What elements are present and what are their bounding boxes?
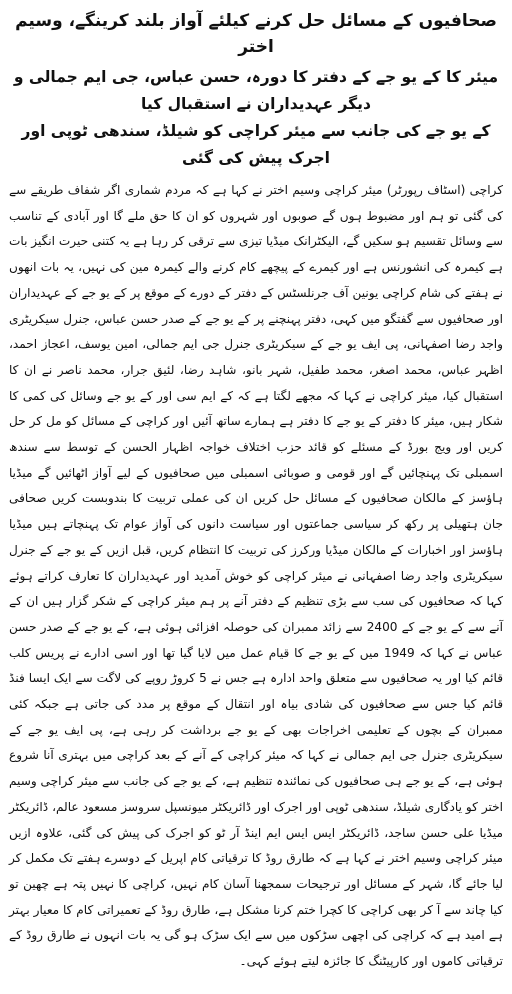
headline: صحافیوں کے مسائل حل کرنے کیلئے آواز بلند کرینگے، وسیم اختر (15, 11, 497, 57)
article-body (9, 178, 503, 975)
subheadline-2: کے یو جے کی جانب سے میئر کراچی کو شیلڈ، سندھی ٹوپی اور اجرک پیش کی گئی (21, 122, 491, 167)
subheadline-1: میئر کا کے یو جے کے دفتر کا دورہ، حسن عباس، جی ایم جمالی و دیگر عہدیداران نے استقبال کیا (13, 68, 499, 113)
article-paragraph: کراچی (اسٹاف رپورٹر) میئر کراچی وسیم اختر نے کہا ہے کہ مردم شماری اگر شفاف طریقے سے کی گئی تو ہم اور مضبوط ہوں گے صوبوں اور شہروں کو ان کا حق ملے گا اور آبادی کے تناسب سے وسائل تقسیم ہو سکیں گے، الیکٹرانک میڈیا تیزی سے ترقی کر رہا ہے یہ کتنی حیرت انگیز بات ہے کیمرہ کی انشورنس ہے اور کیمرے کے پیچھے کام کرنے والے کیمرہ مین کی نہیں، یہ بات انھوں نے ہفتے کی شام کراچی یونین آف جرنلسٹس کے دفتر کے دورے کے موقع پر کے یو جے کے عہدیداران اور صحافیوں سے گفتگو میں کہی، دفتر پہنچنے پر کے یو جے کے صدر حسن عباس، جنرل سیکریٹری واجد رضا اصفہانی، پی ایف یو جے کے سیکریٹری جنرل جی ایم جمالی، امین یوسف، اعجاز احمد، اظہر عباس، محمد اصغر، محمد طفیل، شہر بانو، شاہد رضا، لئیق جرار، محمد ناصر نے ان کا استقبال کیا، میئر کراچی نے کہا کہ مجھے لگتا ہے کہ کے ایم سی اور کے یو جے وسائل کی کمی کا شکار ہیں، میئر کا دفتر کے یو جے کا دفتر ہے ہمارے ساتھ آئیں اور کراچی کے مسائل کو مل کر حل کریں اور ویج بورڈ کے مسئلے کو قائد حزب اختلاف خواجہ اظہار الحسن کے توسط سے سندھ اسمبلی تک پہنچائیں گے اور قومی و صوبائی اسمبلی میں صحافیوں کے لیے آواز اٹھائیں گے میڈیا ہاؤسز کے مالکان صحافیوں کے مسائل حل کریں ان کی عملی تربیت کا بندوبست کریں صحافی جان ہتھیلی پر رکھ کر سیاسی جماعتوں اور سیاست دانوں کی آواز عوام تک پہنچاتے ہیں میڈیا ہاؤسز اور اخبارات کے مالکان میڈیا ورکرز کی تربیت کا انتظام کریں، قبل ازیں کے یو جے کے جنرل سیکریٹری واجد رضا اصفہانی نے میئر کراچی کو خوش آمدید اور عہدیداران کا تعارف کراتے ہوئے کہا کہ صحافیوں کی سب سے بڑی تنظیم کے دفتر آنے پر ہم میئر کراچی کے شکر گزار ہیں ان کے آنے سے کے یو جے کے 2400 سے زائد ممبران کی حوصلہ افزائی ہوئی ہے، کے یو جے کے صدر حسن عباس نے کہا کہ 1949 میں کے یو جے کا قیام عمل میں لایا گیا تھا اور اسی ادارے نے پریس کلب قائم کیا اور یہ صحافیوں سے متعلق واحد ادارہ ہے جس نے 5 کروڑ روپے کی لاگت سے ایک ایسا فنڈ قائم کیا جس سے صحافیوں کی شادی بیاہ اور انتقال کے موقع پر مدد کی جاتی ہے جبکہ کئی ممبران کے بچوں کے تعلیمی اخراجات بھی کے یو جے برداشت کر رہی ہے، پی ایف یو جے کے سیکریٹری جنرل جی ایم جمالی نے کہا کہ میئر کراچی کے آنے کے بعد کراچی میں بہتری آنا شروع ہوئی ہے، کے یو جے ہی صحافیوں کی نمائندہ تنظیم ہے، کے یو جے کی جانب سے میئر کراچی وسیم اختر کو یادگاری شیلڈ، سندھی ٹوپی اور اجرک اور ڈائریکٹر میونسپل سروسز مسعود عالم، ڈائریکٹر میڈیا علی حسن ساجد، ڈائریکٹر ایس ایس ایم اینڈ آر ٹو کو اجرک کی پیش کی گئی، علاوہ ازیں میئر کراچی وسیم اختر نے کہا ہے کہ طارق روڈ کا ترقیاتی کام اپریل کے دوسرے ہفتے تک مکمل کر لیا جائے گا، شہر کے مسائل اور ترجیحات سمجھنا آسان کام نہیں، کراچی کا نہیں پتہ ہے چھین تو کیا چاند سے آ کر بھی کراچی کا کچرا ختم کرنا مشکل ہے، طارق روڈ کے تعمیراتی کام کا معیار بہتر ہے امید ہے کہ کراچی کی اچھی سڑکوں میں سے ایک سڑک ہو گی یہ بات انہوں نے طارق روڈ کے ترقیاتی کاموں اور کارپیٹنگ کا جائزہ لیتے ہوئے کہی۔ (9, 183, 503, 969)
